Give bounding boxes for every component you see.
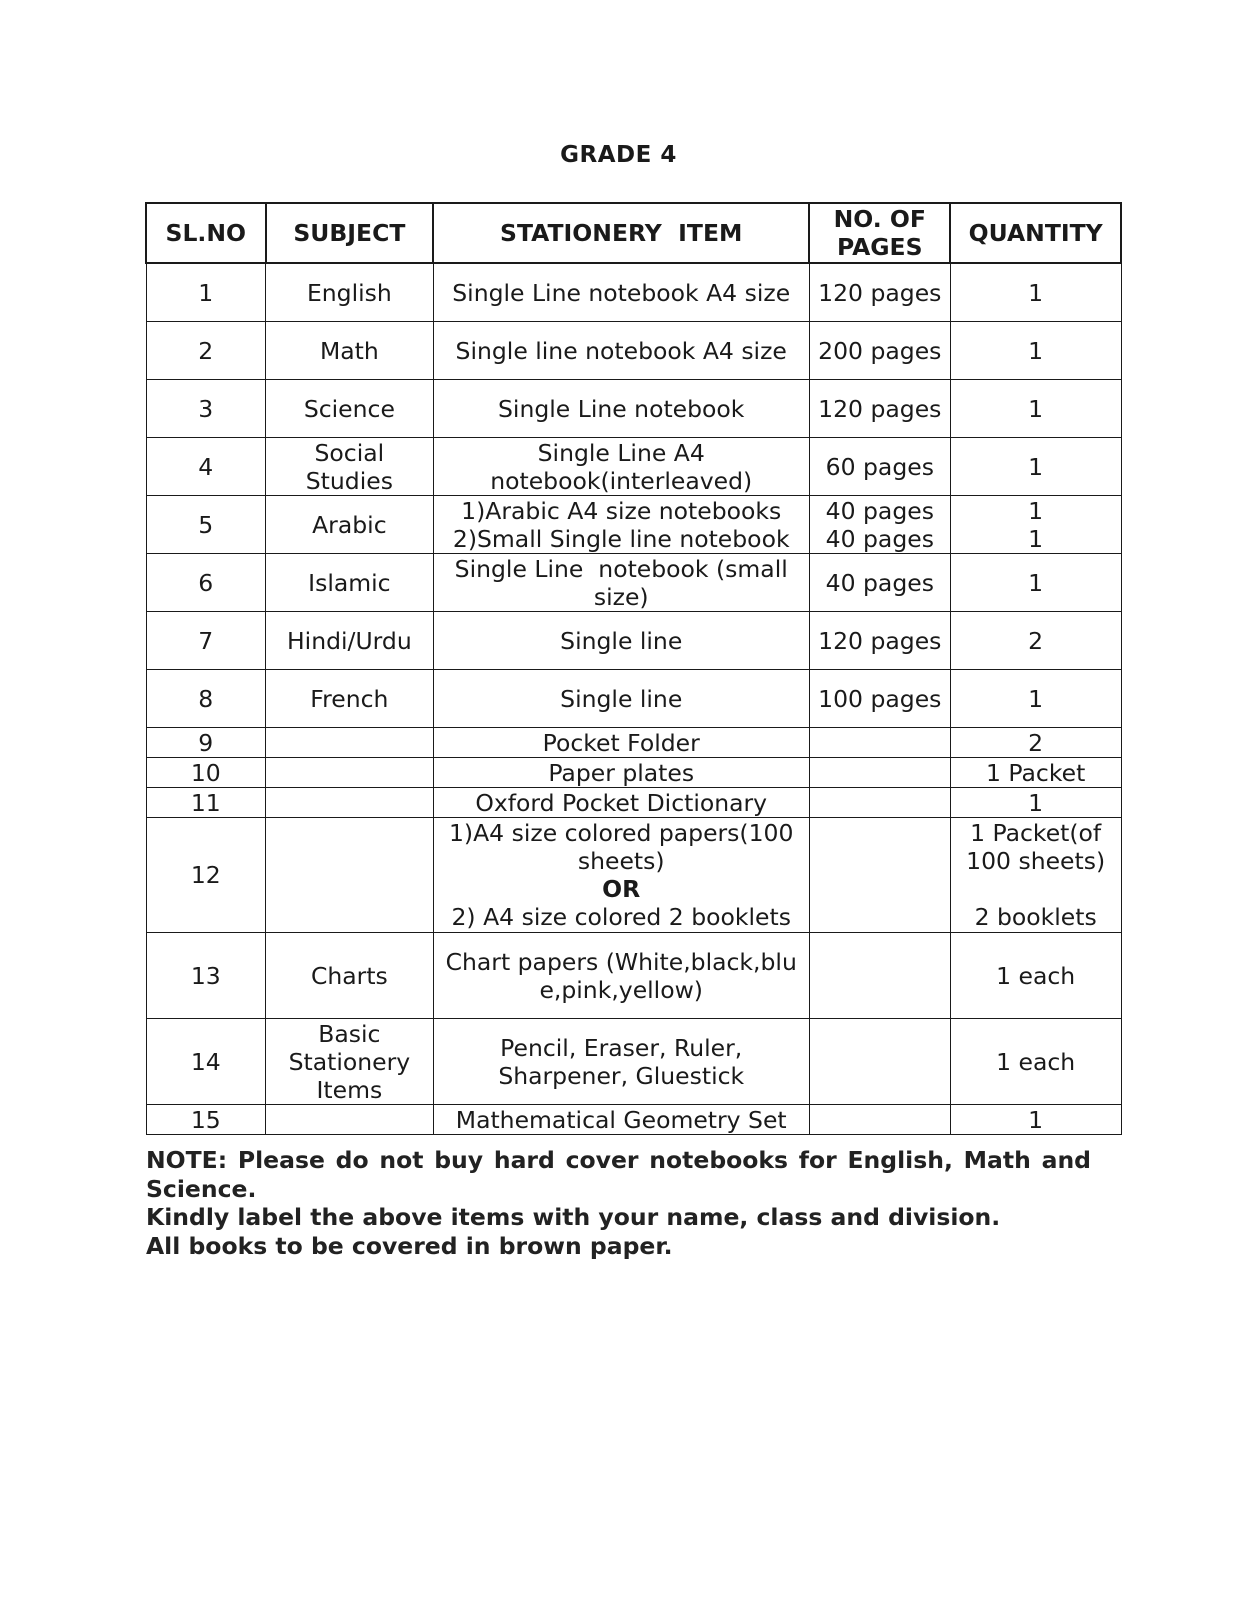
- cell-subject: [266, 818, 434, 933]
- cell-pages: 120 pages: [809, 380, 950, 438]
- cell-subject: French: [266, 670, 434, 728]
- cell-pages: [809, 758, 950, 788]
- stationery-table: [145, 202, 1122, 1135]
- cell-sl-no: 15: [146, 1105, 266, 1135]
- table-row: [146, 380, 1121, 438]
- cell-quantity: 1: [950, 322, 1121, 380]
- cell-sl-no: 13: [146, 933, 266, 1019]
- cell-sl-no: 11: [146, 788, 266, 818]
- cell-sl-no: 6: [146, 554, 266, 612]
- table-row: [146, 612, 1121, 670]
- cell-sl-no: 1: [146, 263, 266, 322]
- cell-sl-no: 5: [146, 496, 266, 554]
- table-row: [146, 758, 1121, 788]
- cell-sl-no: 7: [146, 612, 266, 670]
- cell-sl-no: 14: [146, 1019, 266, 1105]
- cell-quantity: [950, 818, 1121, 933]
- item-line: 1)A4 size colored papers(100 sheets): [448, 819, 794, 875]
- note-brown-paper: All books to be covered in brown paper.: [146, 1231, 673, 1260]
- cell-sl-no: 9: [146, 728, 266, 758]
- cell-quantity: 2: [950, 612, 1121, 670]
- table-row: [146, 496, 1121, 554]
- cell-item: Chart papers (White,black,blue,pink,yellow): [433, 933, 809, 1019]
- pages-line: 40 pages: [825, 524, 934, 553]
- quantity-line: 1 Packet(of 100 sheets): [966, 819, 1106, 875]
- table-row: [146, 818, 1121, 933]
- cell-pages: 120 pages: [809, 612, 950, 670]
- cell-pages: [809, 1019, 950, 1105]
- cell-sl-no: 2: [146, 322, 266, 380]
- cell-subject: Science: [266, 380, 434, 438]
- page-title: GRADE 4: [560, 142, 677, 168]
- cell-item: Single line: [433, 670, 809, 728]
- table-row: [146, 1105, 1121, 1135]
- cell-item: Mathematical Geometry Set: [433, 1105, 809, 1135]
- cell-subject: [266, 728, 434, 758]
- cell-pages: [809, 788, 950, 818]
- cell-item: Pencil, Eraser, Ruler, Sharpener, Gluestick: [433, 1019, 809, 1105]
- table-row: [146, 322, 1121, 380]
- cell-quantity: 1 each: [950, 933, 1121, 1019]
- cell-pages: 100 pages: [809, 670, 950, 728]
- cell-item: Single line: [433, 612, 809, 670]
- cell-item: Single line notebook A4 size: [433, 322, 809, 380]
- cell-sl-no: 3: [146, 380, 266, 438]
- cell-item: Single Line notebook (small size): [433, 554, 809, 612]
- cell-pages: 120 pages: [809, 263, 950, 322]
- item-line: 1)Arabic A4 size notebooks: [461, 496, 782, 525]
- cell-pages: [809, 818, 950, 933]
- cell-sl-no: 10: [146, 758, 266, 788]
- note-hard-cover: NOTE: Please do not buy hard cover notebooks for English, Math and Science.: [146, 1146, 1091, 1203]
- cell-pages: [809, 496, 950, 554]
- pages-line: 40 pages: [825, 496, 934, 525]
- cell-pages: [809, 933, 950, 1019]
- table-row: [146, 1019, 1121, 1105]
- table-row: [146, 933, 1121, 1019]
- cell-sl-no: 12: [146, 818, 266, 933]
- item-line: 2)Small Single line notebook: [452, 524, 790, 553]
- cell-subject: English: [266, 263, 434, 322]
- cell-subject: [266, 788, 434, 818]
- cell-subject: [266, 758, 434, 788]
- cell-pages: [809, 728, 950, 758]
- table-header-row: [146, 203, 1121, 263]
- cell-quantity: 1: [950, 380, 1121, 438]
- table-row: [146, 554, 1121, 612]
- cell-subject: Charts: [266, 933, 434, 1019]
- item-line: 2) A4 size colored 2 booklets: [451, 903, 791, 931]
- cell-sl-no: 8: [146, 670, 266, 728]
- cell-sl-no: 4: [146, 438, 266, 496]
- cell-pages: 60 pages: [809, 438, 950, 496]
- table-row: [146, 788, 1121, 818]
- table-row: [146, 728, 1121, 758]
- cell-item: Single Line notebook A4 size: [433, 263, 809, 322]
- header-sl-no: SL.NO: [146, 203, 266, 263]
- cell-item: Pocket Folder: [433, 728, 809, 758]
- cell-quantity: 1: [950, 438, 1121, 496]
- cell-quantity: 2: [950, 728, 1121, 758]
- cell-subject: Islamic: [266, 554, 434, 612]
- cell-item: Paper plates: [433, 758, 809, 788]
- note-label-items: Kindly label the above items with your name, class and division.: [146, 1203, 1001, 1231]
- cell-item: Oxford Pocket Dictionary: [433, 788, 809, 818]
- cell-item: Single Line A4 notebook(interleaved): [433, 438, 809, 496]
- cell-quantity: [950, 496, 1121, 554]
- header-stationery-item: STATIONERY ITEM: [433, 203, 809, 263]
- item-or-label: OR: [602, 875, 641, 903]
- cell-subject: Hindi/Urdu: [266, 612, 434, 670]
- cell-pages: 40 pages: [809, 554, 950, 612]
- cell-quantity: 1: [950, 1105, 1121, 1135]
- quantity-spacer: [957, 875, 1115, 903]
- cell-subject: Math: [266, 322, 434, 380]
- cell-subject: [266, 1105, 434, 1135]
- cell-pages: 200 pages: [809, 322, 950, 380]
- cell-quantity: 1: [950, 788, 1121, 818]
- header-subject: SUBJECT: [266, 203, 434, 263]
- table-row: [146, 670, 1121, 728]
- notes-section: [146, 1146, 1091, 1260]
- cell-pages: [809, 1105, 950, 1135]
- cell-quantity: 1 Packet: [950, 758, 1121, 788]
- table-row: [146, 438, 1121, 496]
- cell-item: Single Line notebook: [433, 380, 809, 438]
- cell-subject: Arabic: [266, 496, 434, 554]
- cell-subject: Basic Stationery Items: [266, 1019, 434, 1105]
- quantity-line: 2 booklets: [974, 903, 1097, 931]
- cell-quantity: 1 each: [950, 1019, 1121, 1105]
- table-row: [146, 263, 1121, 322]
- cell-quantity: 1: [950, 263, 1121, 322]
- cell-item: [433, 818, 809, 933]
- cell-quantity: 1: [950, 554, 1121, 612]
- cell-item: [433, 496, 809, 554]
- cell-subject: Social Studies: [266, 438, 434, 496]
- cell-quantity: 1: [950, 670, 1121, 728]
- quantity-line: 1: [1028, 524, 1044, 553]
- header-no-of-pages: NO. OF PAGES: [809, 203, 950, 263]
- header-quantity: QUANTITY: [950, 203, 1121, 263]
- quantity-line: 1: [1028, 496, 1044, 525]
